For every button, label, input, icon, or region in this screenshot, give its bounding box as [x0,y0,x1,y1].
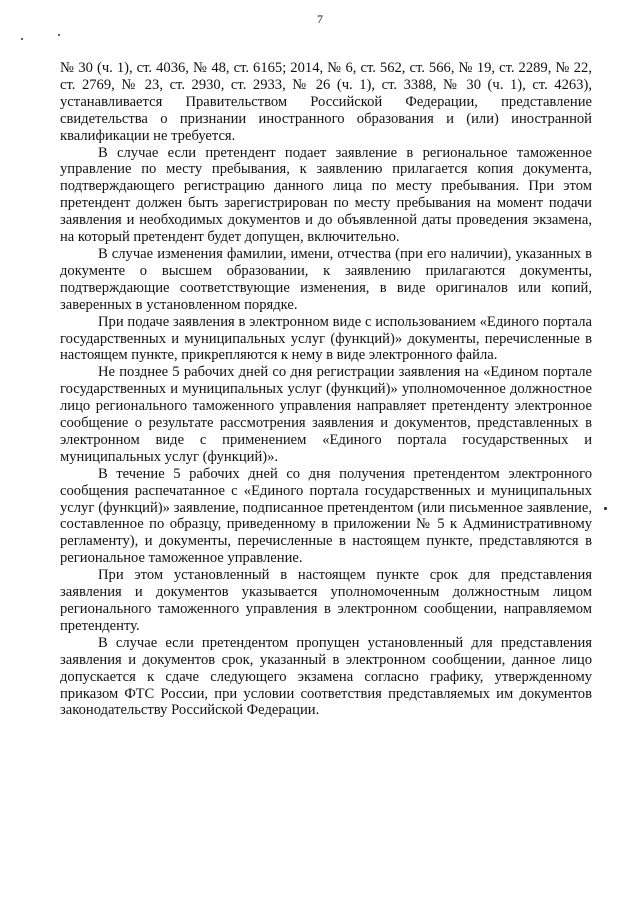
paragraph: При подаче заявления в электронном виде с использованием «Единого портала государственных и муниципальных услуг (функций)» документы, перечисленные в настоящем пункте, прикрепляются к нему в виде электронного файла. [60,313,592,364]
paragraph: В случае если претендентом пропущен установленный для представления заявления и документов срок, указанный в электронном сообщении, данное лицо допускается к сдаче следующего экзамена согласно графику, утвержденному приказом ФТС России, при условии соответствия представляемых им документов законодательству Российской Федерации. [60,634,592,719]
page-number: 7 [317,12,323,26]
scan-speck [58,34,60,36]
scan-speck [604,507,607,510]
paragraph: В случае изменения фамилии, имени, отчества (при его наличии), указанных в документе о высшем образовании, к заявлению прилагаются документы, подтверждающие соответствующие изменения, в виде оригиналов или копий, заверенных в установленном порядке. [60,245,592,313]
document-body [60,60,592,719]
paragraph-continuation: № 30 (ч. 1), ст. 4036, № 48, ст. 6165; 2014, № 6, ст. 562, ст. 566, № 19, ст. 2289, № 22, ст. 2769, № 23, ст. 2930, ст. 2933, № 26 (ч. 1), ст. 3388, № 30 (ч. 1), ст. 4263), устанавливается Правительством Российской Федерации, представление свидетельства о признании иностранного образования и (или) иностранной квалификации не требуется. [60,60,592,144]
paragraph: Не позднее 5 рабочих дней со дня регистрации заявления на «Едином портале государственных и муниципальных услуг (функций)» уполномоченное должностное лицо регионального таможенного управления направляет претенденту электронное сообщение о результате рассмотрения заявления и документов, представленных в электронном виде с применением «Единого портала государственных и муниципальных услуг (функций)». [60,364,592,465]
paragraph: При этом установленный в настоящем пункте срок для представления заявления и документов указывается уполномоченным должностным лицом регионального таможенного управления в электронном сообщении, направляемом претенденту. [60,567,592,634]
paragraph: В течение 5 рабочих дней со дня получения претендентом электронного сообщения распечатанное с «Единого портала государственных и муниципальных услуг (функций)» заявление, подписанное претендентом (или письменное заявление, составленное по образцу, приведенному в приложении № 5 к Административному регламенту), и документы, перечисленные в настоящем пункте, представляются в региональное таможенное управление. [60,465,592,567]
scan-speck [21,38,23,40]
paragraph: В случае если претендент подает заявление в региональное таможенное управление по месту пребывания, к заявлению прилагается копия документа, подтверждающего регистрацию данного лица по месту пребывания. При этом претендент должен быть зарегистрирован по месту пребывания на момент подачи заявления и необходимых документов и до объявленной даты проведения экзамена, на который претендент будет допущен, включительно. [60,144,592,246]
